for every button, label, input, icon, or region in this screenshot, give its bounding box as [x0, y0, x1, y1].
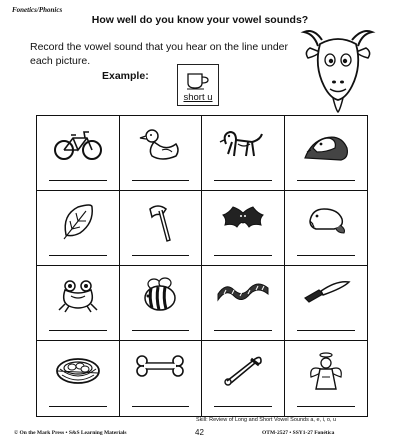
angel-icon: [305, 351, 347, 393]
bicycle-icon: [53, 126, 103, 162]
frog-icon: [55, 276, 101, 314]
answer-line[interactable]: [49, 180, 107, 181]
answer-line[interactable]: [297, 406, 356, 407]
bone-icon: [134, 351, 186, 381]
picture-cell: [120, 341, 203, 416]
picture-cell: [37, 341, 120, 416]
beaver-icon: [304, 201, 348, 235]
picture-cell: [202, 266, 285, 341]
answer-line[interactable]: [132, 255, 190, 256]
section-label: Fonetics/Phonics: [12, 6, 63, 14]
answer-line[interactable]: [132, 406, 190, 407]
picture-grid: [36, 115, 368, 417]
duck-icon: [138, 126, 182, 164]
picture-cell: [202, 116, 285, 191]
answer-line[interactable]: [49, 406, 107, 407]
leaf-icon: [58, 201, 98, 241]
picture-cell: [120, 191, 203, 266]
bee-icon: [138, 276, 182, 314]
footer-product-code: OTM-2527 • SSY1-27 Fonética: [262, 430, 335, 436]
picture-cell: [285, 341, 368, 416]
picture-cell: [285, 266, 368, 341]
picture-cell: [37, 116, 120, 191]
answer-line[interactable]: [49, 255, 107, 256]
answer-line[interactable]: [132, 180, 190, 181]
picture-cell: [37, 266, 120, 341]
skill-note: Skill: Review of Long and Short Vowel Sounds a, e, i, o, u: [196, 417, 337, 423]
picture-cell: [120, 116, 203, 191]
axe-icon: [142, 201, 178, 243]
nest-icon: [54, 351, 102, 387]
answer-line[interactable]: [297, 330, 356, 331]
answer-line[interactable]: [214, 330, 272, 331]
answer-line[interactable]: [214, 406, 272, 407]
picture-cell: [285, 191, 368, 266]
knife-icon: [301, 276, 351, 306]
example-label: Example:: [102, 70, 149, 82]
ribbon-icon: [216, 276, 270, 308]
picture-cell: [285, 116, 368, 191]
safety-pin-icon: [221, 351, 265, 387]
example-answer: short u: [183, 92, 213, 103]
answer-line[interactable]: [297, 180, 356, 181]
answer-line[interactable]: [132, 330, 190, 331]
footer-publisher: © On the Mark Press • S&S Learning Materials: [14, 430, 127, 436]
page-title: How well do you know your vowel sounds?: [91, 14, 309, 26]
picture-cell: [37, 191, 120, 266]
answer-line[interactable]: [214, 255, 272, 256]
answer-line[interactable]: [49, 330, 107, 331]
instructions-text: Record the vowel sound that you hear on the line under each picture.: [30, 41, 289, 67]
cup-icon: [186, 72, 210, 90]
page-number: 42: [195, 428, 204, 437]
answer-line[interactable]: [297, 255, 356, 256]
picture-cell: [202, 191, 285, 266]
bat-icon: [219, 201, 267, 237]
answer-line[interactable]: [214, 180, 272, 181]
picture-cell: [202, 341, 285, 416]
picture-cell: [120, 266, 203, 341]
mole-icon: [301, 126, 351, 164]
dog-icon: [218, 126, 268, 164]
goat-icon: [300, 26, 378, 114]
